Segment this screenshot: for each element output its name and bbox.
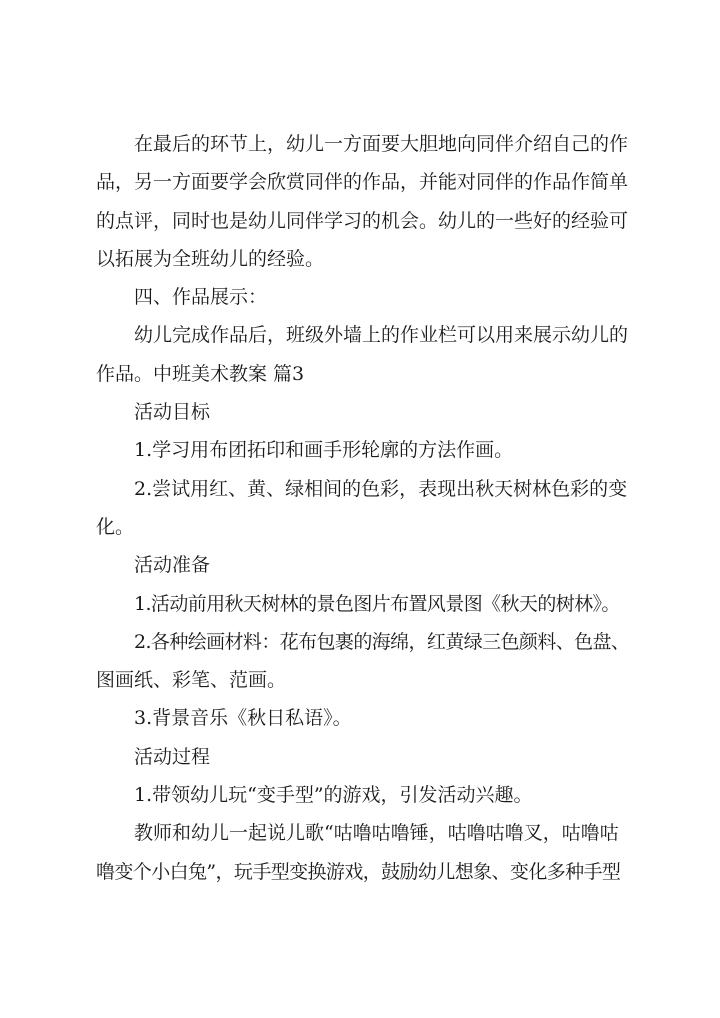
paragraph-line: 图画纸、彩笔、范画。 xyxy=(96,669,287,692)
list-item: 3.背景音乐《秋日私语》。 xyxy=(134,707,352,730)
paragraph-line: 品，另一方面要学会欣赏同伴的作品，并能对同伴的作品作简单 xyxy=(96,171,629,194)
paragraph-line: 的点评，同时也是幼儿同伴学习的机会。幼儿的一些好的经验可 xyxy=(96,209,629,232)
section-heading: 活动过程 xyxy=(134,745,211,768)
list-item: 1.学习用布团拓印和画手形轮廓的方法作画。 xyxy=(134,439,514,462)
paragraph-line: 教师和幼儿一起说儿歌“咕噜咕噜锤，咕噜咕噜叉，咕噜咕 xyxy=(134,822,619,845)
paragraph-line: 幼儿完成作品后，班级外墙上的作业栏可以用来展示幼儿的 xyxy=(134,324,629,347)
section-heading: 四、作品展示： xyxy=(134,286,268,309)
paragraph-line: 噜变个小白兔”，玩手型变换游戏，鼓励幼儿想象、变化多种手型 xyxy=(96,860,621,883)
section-heading: 活动准备 xyxy=(134,554,211,577)
list-item: 1.活动前用秋天树林的景色图片布置风景图《秋天的树林》。 xyxy=(134,592,620,615)
paragraph-line: 作品。中班美术教案 篇3 xyxy=(96,362,305,385)
list-item: 2.各种绘画材料：花布包裹的海绵，红黄绿三色颜料、色盘、 xyxy=(134,630,630,653)
paragraph-line: 以拓展为全班幼儿的经验。 xyxy=(96,247,325,270)
list-item: 2.尝试用红、黄、绿相间的色彩，表现出秋天树林色彩的变 xyxy=(134,477,628,500)
paragraph-line: 化。 xyxy=(96,515,135,538)
list-item: 1.带领幼儿玩“变手型”的游戏，引发活动兴趣。 xyxy=(134,784,533,807)
section-heading: 活动目标 xyxy=(134,401,211,424)
paragraph-line: 在最后的环节上，幼儿一方面要大胆地向同伴介绍自己的作 xyxy=(134,133,629,155)
document-page xyxy=(96,125,644,891)
